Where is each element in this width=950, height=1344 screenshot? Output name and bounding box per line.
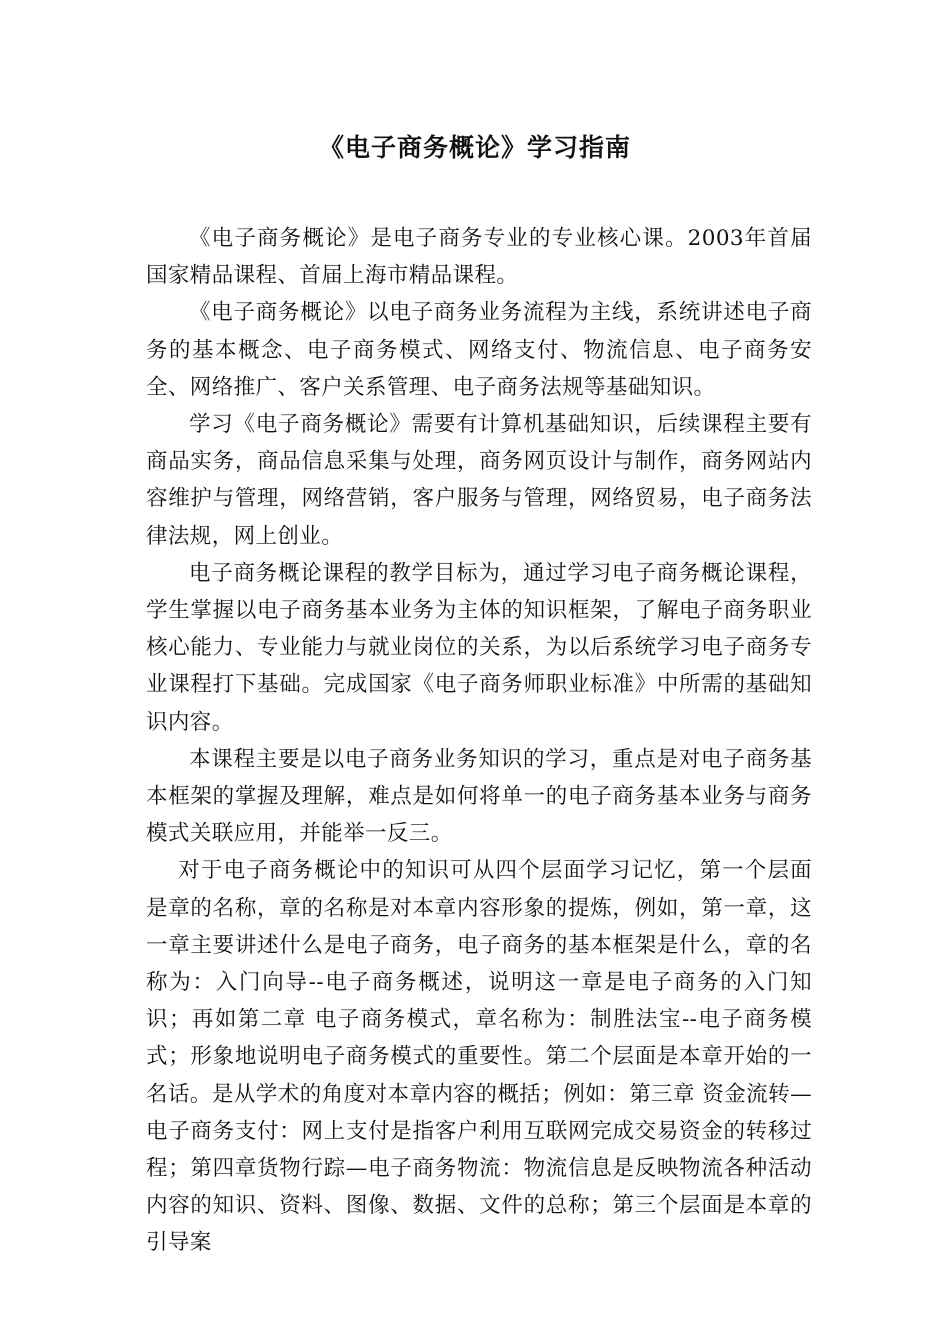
paragraph-course-intro: 《电子商务概论》是电子商务专业的专业核心课。2003年首届国家精品课程、首届上海市精品课程。 (146, 226, 812, 289)
paragraph-study-method: 对于电子商务概论中的知识可从四个层面学习记忆，第一个层面是章的名称，章的名称是对本章内容形象的提炼，例如，第一章，这一章主要讲述什么是电子商务，电子商务的基本框架是什么，章的名称为：入门向导--电子商务概述，说明这一章是电子商务的入门知识；再如第二章 电子商务模式，章名称为：制胜法宝--电子商务模式；形象地说明电子商务模式的重要性。第二个层面是本章开始的一名话。是从学术的角度对本章内容的概括；例如：第三章 资金流转—电子商务支付：网上支付是指客户利用互联网完成交易资金的转移过程；第四章货物行踪—电子商务物流：物流信息是反映物流各种活动内容的知识、资料、图像、数据、文件的总称；第三个层面是本章的引导案 (146, 858, 812, 1256)
paragraph-course-content: 《电子商务概论》以电子商务业务流程为主线，系统讲述电子商务的基本概念、电子商务模式、网络支付、物流信息、电子商务安全、网络推广、客户关系管理、电子商务法规等基础知识。 (146, 300, 812, 400)
document-body (146, 220, 812, 1262)
paragraph-prerequisites: 学习《电子商务概论》需要有计算机基础知识，后续课程主要有商品实务，商品信息采集与处理，商务网页设计与制作，商务网站内容维护与管理，网络营销，客户服务与管理，网络贸易，电子商务法律法规，网上创业。 (146, 412, 812, 549)
paragraph-teaching-goals: 电子商务概论课程的教学目标为，通过学习电子商务概论课程，学生掌握以电子商务基本业务为主体的知识框架，了解电子商务职业核心能力、专业能力与就业岗位的关系，为以后系统学习电子商务专业课程打下基础。完成国家《电子商务师职业标准》中所需的基础知识内容。 (146, 560, 812, 735)
paragraph-key-points: 本课程主要是以电子商务业务知识的学习，重点是对电子商务基本框架的掌握及理解，难点是如何将单一的电子商务基本业务与商务模式关联应用，并能举一反三。 (146, 746, 812, 847)
document-title: 《电子商务概论》学习指南 (318, 133, 631, 162)
